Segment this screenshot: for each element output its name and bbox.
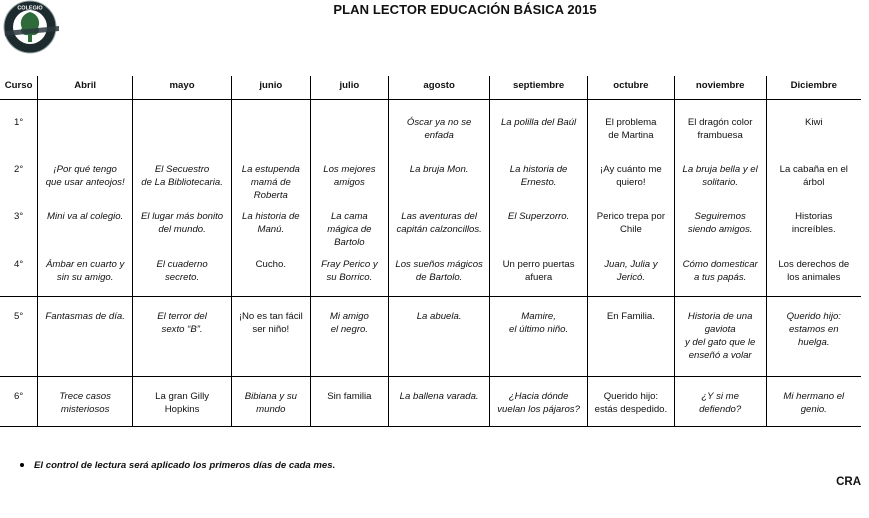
- book-title-cell: Ámbar en cuarto y sin su amigo.: [38, 250, 133, 297]
- book-title-cell: Historia de una gaviota y del gato que le enseñó a volar: [674, 297, 766, 377]
- book-title-cell: Un perro puertas afuera: [490, 250, 588, 297]
- book-title-cell: Las aventuras del capitán calzoncillos.: [389, 202, 490, 250]
- grade-cell: 5°: [0, 297, 38, 377]
- book-title-cell: Los mejores amigos: [310, 155, 389, 202]
- column-header: julio: [310, 76, 389, 100]
- column-header: octubre: [588, 76, 675, 100]
- column-header: Abril: [38, 76, 133, 100]
- book-title-cell: [310, 100, 389, 156]
- table-row: [0, 377, 861, 427]
- column-header: mayo: [133, 76, 232, 100]
- book-title-cell: El Secuestro de La Bibliotecaria.: [133, 155, 232, 202]
- grade-cell: 4°: [14, 259, 24, 270]
- book-title-cell: El dragón color frambuesa: [674, 100, 766, 156]
- book-title-cell: ¡Por qué tengo que usar anteojos!: [38, 155, 133, 202]
- table-row: [0, 155, 861, 202]
- column-header: noviembre: [674, 76, 766, 100]
- book-title-cell: El lugar más bonito del mundo.: [133, 202, 232, 250]
- book-title-cell: Los sueños mágicos de Bartolo.: [389, 250, 490, 297]
- book-title-cell: La gran Gilly Hopkins: [133, 377, 232, 427]
- book-title-cell: El Superzorro.: [490, 202, 588, 250]
- grade-cell: 2°: [14, 164, 24, 175]
- book-title-cell: Mamire, el último niño.: [490, 297, 588, 377]
- book-title-cell: La bruja bella y el solitario.: [674, 155, 766, 202]
- book-title-cell: Querido hijo: estamos en huelga.: [766, 297, 861, 377]
- book-title-cell: Bibiana y su mundo: [232, 377, 311, 427]
- footer-note: [20, 460, 335, 471]
- book-title-cell: La ballena varada.: [389, 377, 490, 427]
- logo-text: COLEGIO: [17, 5, 43, 12]
- book-title-cell: La historia de Ernesto.: [490, 155, 588, 202]
- book-title-cell: Sin familia: [310, 377, 389, 427]
- book-title-cell: La bruja Mon.: [389, 155, 490, 202]
- footer-note-text: El control de lectura será aplicado los primeros días de cada mes.: [34, 460, 336, 471]
- book-title-cell: Seguiremos siendo amigos.: [674, 202, 766, 250]
- book-title-cell: Cómo domesticar a tus papás.: [674, 250, 766, 297]
- signature: CRA: [836, 476, 861, 488]
- table-row: [0, 297, 861, 377]
- book-title-cell: La estupenda mamá de Roberta: [232, 155, 311, 202]
- book-title-cell: Fantasmas de día.: [38, 297, 133, 377]
- book-title-cell: Óscar ya no se enfada: [389, 100, 490, 156]
- book-title-cell: [133, 100, 232, 156]
- column-header: septiembre: [490, 76, 588, 100]
- book-title-cell: La abuela.: [389, 297, 490, 377]
- book-title-cell: Los derechos de los animales: [766, 250, 861, 297]
- book-title-cell: Mini va al colegio.: [38, 202, 133, 250]
- book-title-cell: Juan, Julia y Jericó.: [588, 250, 675, 297]
- book-title-cell: La historia de Manú.: [232, 202, 311, 250]
- grade-cell: 6°: [0, 377, 38, 427]
- column-header: Diciembre: [766, 76, 861, 100]
- grade-cell: 3°: [14, 211, 24, 222]
- table-row: [0, 250, 861, 297]
- column-header: Curso: [0, 76, 38, 100]
- book-title-cell: Kiwi: [766, 100, 861, 156]
- book-title-cell: El cuaderno secreto.: [133, 250, 232, 297]
- page-title: PLAN LECTOR EDUCACIÓN BÁSICA 2015: [333, 2, 597, 17]
- column-header: junio: [232, 76, 311, 100]
- book-title-cell: En Familia.: [588, 297, 675, 377]
- bullet-icon: [20, 463, 24, 467]
- book-title-cell: [232, 100, 311, 156]
- book-title-cell: Fray Perico y su Borrico.: [310, 250, 389, 297]
- book-title-cell: La polilla del Baúl: [490, 100, 588, 156]
- book-title-cell: Perico trepa por Chile: [588, 202, 675, 250]
- book-title-cell: La cabaña en el árbol: [766, 155, 861, 202]
- book-title-cell: ¿Y si me defiendo?: [674, 377, 766, 427]
- book-title-cell: Querido hijo: estás despedido.: [588, 377, 675, 427]
- table-row: [0, 100, 861, 156]
- column-header: agosto: [389, 76, 490, 100]
- book-title-cell: Historias increíbles.: [766, 202, 861, 250]
- book-title-cell: ¡No es tan fácil ser niño!: [232, 297, 311, 377]
- book-title-cell: La cama mágica de Bartolo: [310, 202, 389, 250]
- book-title-cell: El terror del sexto “B”.: [133, 297, 232, 377]
- book-title-cell: Mi hermano el genio.: [766, 377, 861, 427]
- book-title-cell: Trece casos misteriosos: [38, 377, 133, 427]
- book-title-cell: ¡Ay cuánto me quiero!: [588, 155, 675, 202]
- grade-cell: 1°: [14, 117, 24, 128]
- book-title-cell: El problema de Martina: [588, 100, 675, 156]
- book-title-cell: Cucho.: [232, 250, 311, 297]
- table-header-row: [0, 76, 861, 100]
- book-title-cell: ¿Hacia dónde vuelan los pájaros?: [490, 377, 588, 427]
- book-title-cell: [38, 100, 133, 156]
- reading-plan-table: [0, 76, 861, 427]
- book-title-cell: Mi amigo el negro.: [310, 297, 389, 377]
- table-row: [0, 202, 861, 250]
